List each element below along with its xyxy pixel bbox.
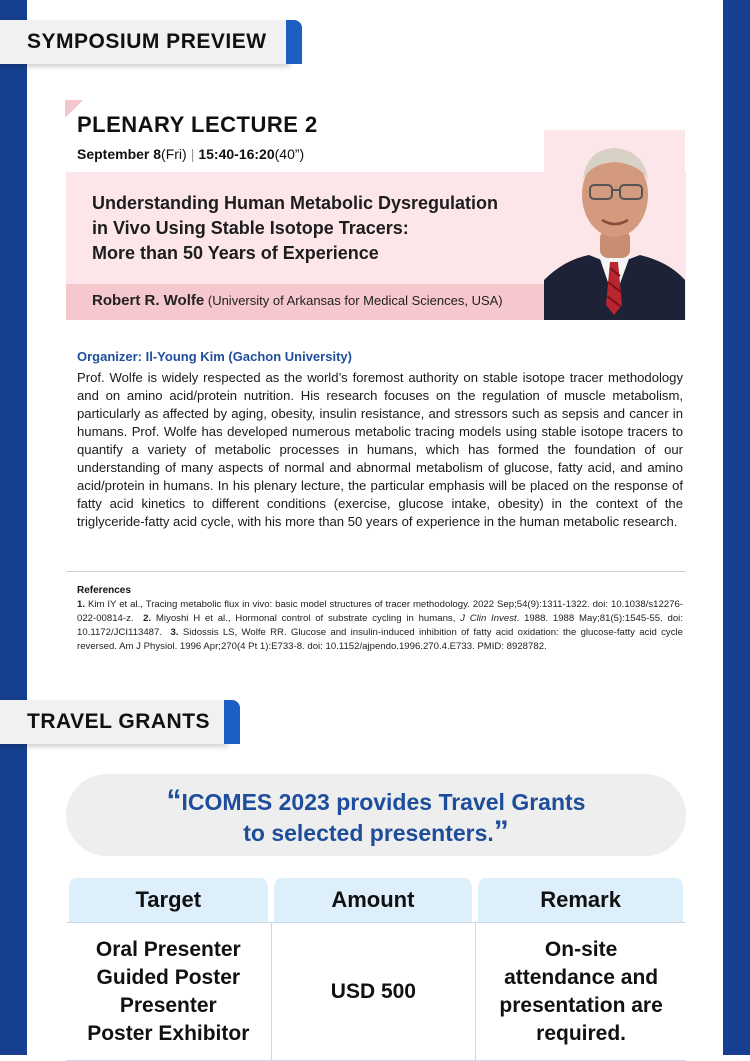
- left-border-bar: [0, 0, 27, 1055]
- references-heading: References: [77, 585, 131, 596]
- quote-line: to selected presenters.: [243, 820, 494, 846]
- lecture-title: PLENARY LECTURE 2: [77, 112, 318, 137]
- quote-text: [66, 786, 686, 848]
- quote-line: ICOMES 2023 provides Travel Grants: [181, 789, 586, 815]
- lecture-day: (Fri): [161, 146, 187, 162]
- reference-number: 1.: [77, 599, 86, 610]
- reference-text: . 1988. 1988 May;81(5):1545-55. doi: 10.1172/JCI113487.: [77, 613, 683, 638]
- remark-line: attendance and: [504, 965, 659, 989]
- remark-cell: [475, 922, 686, 1061]
- talk-title-line: Understanding Human Metabolic Dysregulation: [92, 193, 499, 213]
- table-header-target: Target: [66, 878, 271, 922]
- lecture-schedule: [77, 146, 304, 162]
- amount-cell: [271, 922, 476, 1061]
- references-list: [77, 598, 683, 654]
- table-header-amount: Amount: [271, 878, 476, 922]
- reference-number: 3.: [170, 627, 179, 638]
- section-heading: TRAVEL GRANTS: [27, 710, 211, 733]
- remark-line: required.: [536, 1021, 627, 1045]
- reference-journal: J Clin Invest: [460, 613, 517, 624]
- lecture-date: September 8: [77, 146, 162, 162]
- table-header-row: [66, 878, 686, 922]
- reference-text: Kim IY et al., Tracing metabolic flux in vivo: basic model structures of tracer methodology. 2022 Sep;54(9):1311-1322. doi: 10.1038/s12276-022-00814-z.: [77, 599, 683, 624]
- table-header-remark: Remark: [475, 878, 686, 922]
- tab-accent: [224, 700, 240, 744]
- target-line: Guided Poster: [96, 965, 241, 989]
- speaker-portrait: [544, 130, 685, 320]
- section-heading: SYMPOSIUM PREVIEW: [27, 30, 267, 53]
- reference-number: 2.: [143, 613, 152, 624]
- speaker-line: [92, 292, 503, 309]
- table-row: [66, 922, 686, 1061]
- remark-line: On-site: [544, 937, 618, 961]
- right-border-bar: [723, 0, 750, 1055]
- close-quote-mark: ”: [493, 815, 509, 848]
- target-line: Oral Presenter: [95, 937, 241, 961]
- divider: [66, 571, 686, 572]
- target-line: Presenter: [119, 993, 217, 1017]
- reference-text: Sidossis LS, Wolfe RR. Glucose and insulin-induced inhibition of fatty acid oxidation: the glucose-fatty acid cycle reversed. Am J Physiol. 1996 Apr;270(4 Pt 1):E733-8. doi: 10.1152/ajpendo.1996.270.4.E733. PMID: 8928782.: [77, 627, 683, 652]
- open-quote-mark: “: [166, 784, 182, 817]
- symposium-preview-tab: [0, 20, 290, 64]
- speaker-affiliation: (University of Arkansas for Medical Sciences, USA): [207, 293, 503, 308]
- talk-title-line: More than 50 Years of Experience: [92, 243, 379, 263]
- grants-table: [66, 878, 686, 1061]
- speaker-bio: Prof. Wolfe is widely respected as the world’s foremost authority on stable isotope tracer methodology and on amino acid/protein nutrition. His research focuses on the regulation of muscle metabolism, particularly as affected by aging, obesity, insulin resistance, and stressors such as sepsis and cancer in humans. Prof. Wolfe has developed numerous metabolic tracing models using stable isotope tracers to quantify a variety of metabolic processes in humans, which has formed the foundation of our understanding of many aspects of normal and abnormal metabolism of glucose, fatty acid, and amino acid/protein in humans. In his plenary lecture, the particular emphasis will be placed on the response of fatty acid kinetics to different conditions (exercise, glucose intake, obesity) in the context of the triglyceride-fatty acid cycle, with his more than 50 years of experience in the human metabolic research.: [77, 370, 683, 529]
- talk-title-line: in Vivo Using Stable Isotope Tracers:: [92, 218, 409, 238]
- travel-grants-tab: [0, 700, 228, 744]
- lecture-time: 15:40-16:20: [198, 146, 275, 162]
- target-line: Poster Exhibitor: [87, 1021, 250, 1045]
- reference-text: Miyoshi H et al., Hormonal control of substrate cycling in humans,: [151, 613, 461, 624]
- talk-title: [92, 191, 532, 266]
- amount-value: USD 500: [330, 979, 416, 1003]
- tab-accent: [286, 20, 302, 64]
- target-cell: [66, 922, 271, 1061]
- remark-line: presentation are: [499, 993, 663, 1017]
- speaker-name: Robert R. Wolfe: [92, 292, 205, 309]
- organizer: Organizer: Il-Young Kim (Gachon University): [77, 349, 352, 364]
- schedule-separator: |: [190, 146, 195, 162]
- lecture-duration: (40”): [274, 146, 305, 162]
